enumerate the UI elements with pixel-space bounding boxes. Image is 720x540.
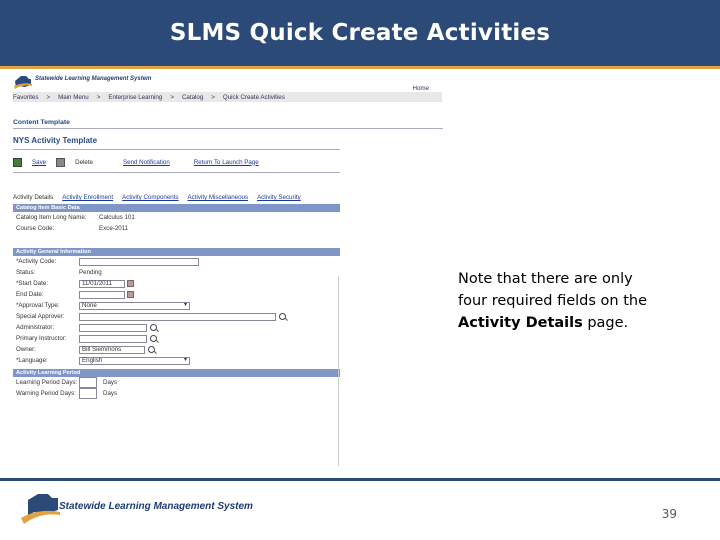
administrator-input[interactable]: [79, 324, 147, 332]
form-row: [13, 355, 443, 366]
page-heading: NYS Activity Template: [13, 136, 98, 145]
embedded-screenshot: [13, 70, 443, 470]
tab-activity-enrollment[interactable]: Activity Enrollment: [62, 194, 114, 201]
footer-system-name: Statewide Learning Management System: [59, 501, 253, 512]
activity-tabs: [13, 194, 443, 201]
lookup-icon[interactable]: [150, 335, 157, 342]
footer-divider: [0, 478, 720, 481]
calendar-icon[interactable]: [127, 291, 134, 298]
activity-code-input[interactable]: [79, 258, 199, 266]
form-row: [13, 322, 443, 333]
learning-period-label: Learning Period Days:: [16, 379, 78, 386]
nys-state-logo-icon: [13, 73, 33, 91]
breadcrumb-catalog[interactable]: Catalog: [181, 93, 204, 101]
slide-note: [458, 268, 673, 334]
end-date-label: End Date:: [16, 291, 44, 298]
form-row: [13, 300, 443, 311]
form-row: [13, 256, 443, 267]
note-tail: page.: [582, 315, 629, 331]
form-row: [13, 278, 443, 289]
screenshot-header: [13, 70, 443, 92]
primary-instructor-label: Primary Instructor:: [16, 335, 67, 342]
note-line: four required fields on the: [458, 293, 648, 309]
status-label: Status:: [16, 269, 36, 276]
send-notification-link[interactable]: Send Notification: [123, 158, 170, 166]
form-row: [13, 289, 443, 300]
note-emphasis: Activity Details: [458, 315, 583, 331]
delete-icon[interactable]: [56, 158, 65, 167]
breadcrumb-enterprise-learning[interactable]: Enterprise Learning: [108, 93, 163, 101]
lookup-icon[interactable]: [279, 313, 286, 320]
learning-section-header: Activity Learning Period: [13, 369, 340, 377]
slide-title: SLMS Quick Create Activities: [169, 20, 551, 46]
form-row: [13, 388, 443, 399]
primary-instructor-input[interactable]: [79, 335, 147, 343]
divider: [13, 149, 340, 150]
administrator-label: Administrator:: [16, 324, 55, 331]
tab-activity-details[interactable]: Activity Details: [13, 194, 54, 201]
screenshot-system-name: Statewide Learning Management System: [35, 76, 152, 82]
save-icon[interactable]: [13, 158, 22, 167]
course-code-label: Course Code:: [16, 225, 55, 232]
tab-activity-security[interactable]: Activity Security: [257, 194, 301, 201]
special-approver-input[interactable]: [79, 313, 276, 321]
note-line: [458, 312, 673, 334]
catalog-name-value: Calculus 101: [99, 214, 135, 221]
tab-activity-miscellaneous[interactable]: Activity Miscellaneous: [187, 194, 249, 201]
learning-period-unit: Days: [103, 379, 118, 386]
general-section-header: Activity General Information: [13, 248, 340, 256]
note-line: Note that there are only: [458, 271, 633, 287]
start-date-input[interactable]: 11/01/2011: [79, 280, 125, 288]
status-value: Pending: [79, 269, 102, 276]
owner-input[interactable]: Bill Siemmons: [79, 346, 145, 354]
tab-activity-components[interactable]: Activity Components: [122, 194, 179, 201]
form-row: [13, 311, 443, 322]
warning-period-unit: Days: [103, 390, 118, 397]
start-date-label: *Start Date:: [16, 280, 48, 287]
page-number: 39: [661, 507, 677, 521]
course-code-value: Exce-2011: [99, 225, 129, 232]
end-date-input[interactable]: [79, 291, 125, 299]
divider: [13, 128, 443, 129]
form-row: [13, 377, 443, 388]
language-label: *Language:: [16, 357, 48, 364]
warning-period-input[interactable]: [79, 388, 97, 399]
divider: [13, 172, 340, 173]
language-select[interactable]: English ▾: [79, 357, 190, 365]
catalog-section-header: Catalog Item Basic Data: [13, 204, 340, 212]
return-to-launch-link[interactable]: Return To Launch Page: [193, 158, 259, 166]
form-row: [13, 333, 443, 344]
form-row: [13, 344, 443, 355]
warning-period-label: Warning Period Days:: [16, 390, 76, 397]
breadcrumb-quick-create[interactable]: Quick Create Activities: [222, 93, 285, 101]
approval-type-select[interactable]: None ▾: [79, 302, 190, 310]
special-approver-label: Special Approver:: [16, 313, 65, 320]
learning-period-input[interactable]: [79, 377, 97, 388]
activity-code-label: *Activity Code:: [16, 258, 57, 265]
catalog-row: [13, 223, 443, 234]
lookup-icon[interactable]: [148, 346, 155, 353]
home-link[interactable]: Home: [412, 85, 429, 92]
divider: [338, 276, 339, 466]
owner-label: Owner:: [16, 346, 36, 353]
breadcrumb-favorites[interactable]: Favorites: [13, 93, 39, 101]
form-row: [13, 267, 443, 278]
content-template-heading: Content Template: [13, 119, 70, 126]
catalog-name-label: Catalog Item Long Name:: [16, 214, 87, 221]
slide-title-bar: [0, 0, 720, 66]
nys-state-logo-icon: [18, 486, 62, 530]
delete-button[interactable]: Delete: [75, 158, 93, 166]
save-button[interactable]: Save: [32, 158, 47, 166]
breadcrumb: Favorites > Main Menu > Enterprise Learning > Catalog > Quick Create Activities: [13, 92, 442, 102]
calendar-icon[interactable]: [127, 280, 134, 287]
approval-type-label: *Approval Type:: [16, 302, 60, 309]
screenshot-toolbar: [13, 155, 443, 169]
breadcrumb-main-menu[interactable]: Main Menu: [58, 93, 89, 101]
title-accent-line: [0, 66, 720, 69]
lookup-icon[interactable]: [150, 324, 157, 331]
catalog-row: [13, 212, 443, 223]
